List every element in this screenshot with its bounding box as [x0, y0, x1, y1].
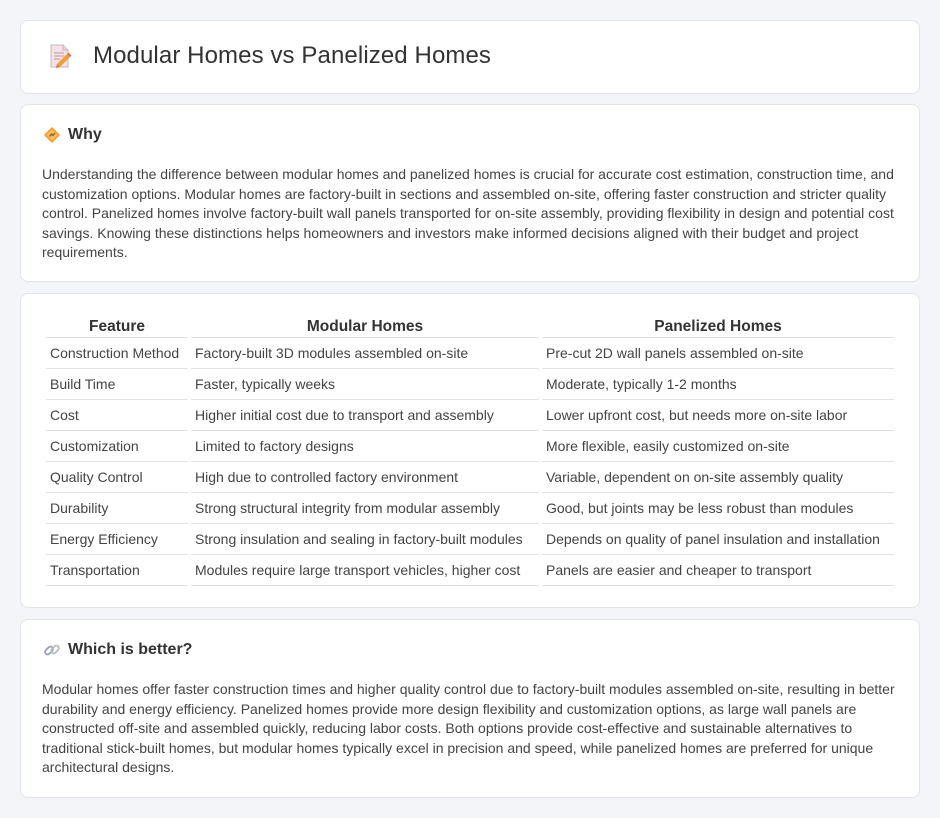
better-heading: [43, 641, 192, 659]
feature-cell: Construction Method: [46, 338, 188, 369]
modular-cell: Modules require large transport vehicles, higher cost: [191, 555, 539, 586]
why-section: [20, 104, 920, 282]
table-row: [46, 462, 894, 493]
feature-cell: Transportation: [46, 555, 188, 586]
diamond-sign-icon: [43, 126, 61, 144]
column-header-feature: Feature: [46, 316, 188, 338]
feature-cell: Customization: [46, 431, 188, 462]
modular-cell: High due to controlled factory environment: [191, 462, 539, 493]
table-row: [46, 338, 894, 369]
feature-cell: Build Time: [46, 369, 188, 400]
table-row: [46, 524, 894, 555]
page-title: Modular Homes vs Panelized Homes: [93, 42, 492, 69]
why-body: Understanding the difference between modular homes and panelized homes is crucial for accurate cost estimation, construction time, and customization options. Modular homes are factory-built in sections and assembled on-site, offering faster construction and stricter quality control. Panelized homes involve factory-built wall panels transported for on-site assembly, providing flexibility in design and potential cost savings. Knowing these distinctions helps homeowners and investors make informed decisions aligned with their budget and project requirements.: [42, 166, 894, 261]
feature-cell: Energy Efficiency: [46, 524, 188, 555]
better-body: Modular homes offer faster construction times and higher quality control due to factory-built modules assembled on-site, resulting in better durability and energy efficiency. Panelized homes provide more design flexibility and customization options, as large wall panels are constructed off-site and assembled quickly, reducing labor costs. Both options provide cost-effective and sustainable alternatives to traditional stick-built homes, but modular homes typically excel in precision and speed, while panelized homes are preferred for unique architectural designs.: [42, 681, 895, 776]
panelized-cell: Moderate, typically 1-2 months: [542, 369, 894, 400]
panelized-cell: Variable, dependent on on-site assembly quality: [542, 462, 894, 493]
which-is-better-section: [20, 619, 920, 798]
document-pencil-icon: [45, 42, 73, 70]
table-header-row: [46, 316, 894, 338]
panelized-cell: Lower upfront cost, but needs more on-site labor: [542, 400, 894, 431]
feature-cell: Durability: [46, 493, 188, 524]
comparison-table: [43, 316, 897, 586]
table-row: [46, 431, 894, 462]
table-row: [46, 369, 894, 400]
feature-cell: Quality Control: [46, 462, 188, 493]
modular-cell: Factory-built 3D modules assembled on-site: [191, 338, 539, 369]
link-icon: [43, 641, 61, 659]
panelized-cell: Depends on quality of panel insulation and installation: [542, 524, 894, 555]
modular-cell: Higher initial cost due to transport and assembly: [191, 400, 539, 431]
header-card: [20, 20, 920, 94]
table-row: [46, 493, 894, 524]
why-heading: [43, 126, 102, 144]
modular-cell: Faster, typically weeks: [191, 369, 539, 400]
modular-cell: Strong structural integrity from modular assembly: [191, 493, 539, 524]
panelized-cell: Pre-cut 2D wall panels assembled on-site: [542, 338, 894, 369]
why-title: Why: [68, 126, 102, 143]
panelized-cell: Panels are easier and cheaper to transport: [542, 555, 894, 586]
panelized-cell: More flexible, easily customized on-site: [542, 431, 894, 462]
column-header-panelized: Panelized Homes: [542, 316, 894, 338]
title-row: [45, 42, 491, 70]
panelized-cell: Good, but joints may be less robust than modules: [542, 493, 894, 524]
table-row: [46, 555, 894, 586]
modular-cell: Limited to factory designs: [191, 431, 539, 462]
table-row: [46, 400, 894, 431]
feature-cell: Cost: [46, 400, 188, 431]
column-header-modular: Modular Homes: [191, 316, 539, 338]
modular-cell: Strong insulation and sealing in factory-built modules: [191, 524, 539, 555]
better-title: Which is better?: [68, 641, 193, 658]
comparison-section: [20, 293, 920, 608]
